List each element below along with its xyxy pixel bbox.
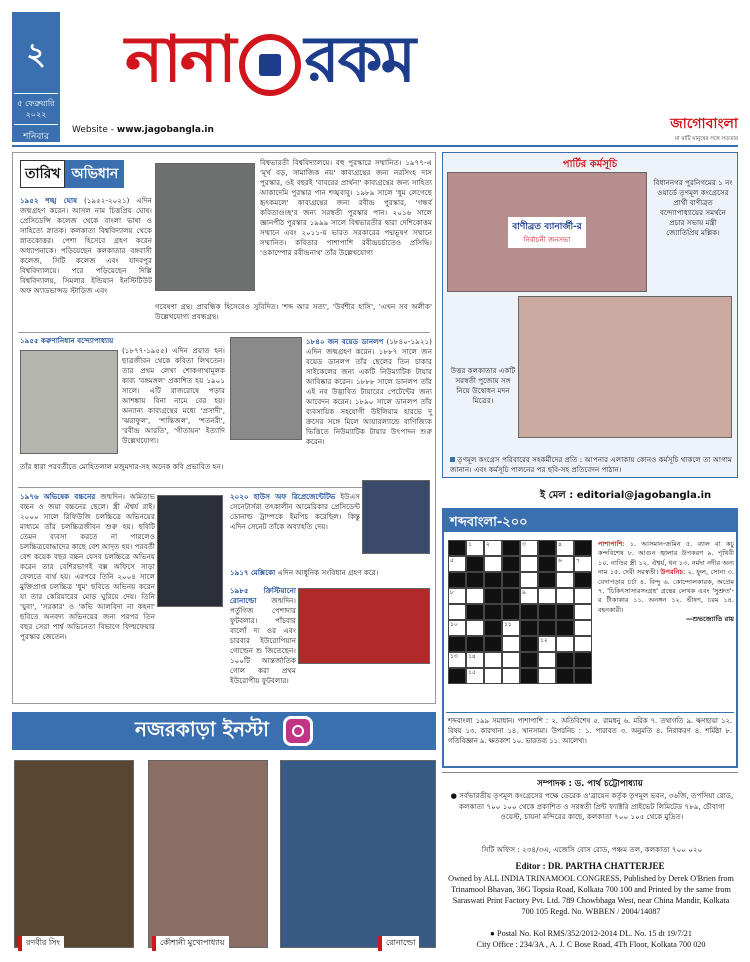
- editor-bn: সম্পাদক : ড. পার্থ চট্টোপাধ্যায়: [537, 779, 643, 789]
- photo-dunlop: [230, 337, 302, 440]
- entry-sankha-ghosh-cont: বিশ্বভারতী বিশ্ববিদ্যালয়ে। বহু পুরস্কারে সম্মানিত। ১৯৭৭-এ 'মূর্খ বড়, সামাজিক নয়' কাব্যগ্রন্থের জন্য নরসিংহ দাস পুরস্কার, ওই বছরই 'বাবরের প্রার্থনা' কাব্যগ্রন্থের জন্য সাহিত্য আকাদেমি পুরস্কার পান শঙ্খবাবু। ১৯৮৯ সালে 'ধুম লেগেছে হৃৎকমলে' কাব্যগ্রন্থের জন্য রবীন্দ্র পুরস্কার, 'গন্ধর্ব কবিতাগুচ্ছ'র জন্য সরস্বতী পুরস্কার পান। ২০১৬ সালে জ্ঞানপীঠ পুরস্কার ১৯৯৯ সালে বিশ্বভারতীর দ্বারা দেশিকোত্তম সম্মানে এবং ২০১১-য় ভারত সরকারের পদ্মভূষণ সম্মানে সম্মানিত। কবিতার পাশাপাশি রবীন্দ্রচর্চাতেও প্রসিদ্ধি। 'ওকাম্পোর রবীন্দ্রনাথ' তাঁর উল্লেখযোগ্য: [260, 158, 432, 257]
- crossword-cell[interactable]: [574, 636, 592, 652]
- crossword-block: [520, 620, 538, 636]
- crossword-cell[interactable]: ৪: [556, 540, 574, 556]
- masthead-title: [125, 22, 605, 107]
- crossword-clues: পাশাপাশি: ১. আসমান-জমিন ৫. ব্যাল বা কচু কন্দবিশেষ ৮. আগুন জ্বালার উপকরণ ৯. পৃথিবী ১০. নাতির স্ত্রী ১২. ঐশ্বর্য, ধন ১৩. নর্মদা নদীর অন্য নাম ১৫. দেবী সরস্বতী। উপরনিচ: ২. ফুল, সোনা ৩. বেদাপড়ার চর্চা ৪. বিন্দু ৬. কোন্দোলকারক, অপ্রেম ৭. 'চিকিৎসাসারসংগ্রহ' গ্রন্থের লেখক এবং 'সুশ্রুত'-র টীকাকার ১১. অনঙ্গন ১২. ভীষণ, চরম ১৪. বহনকারী। —শুভজ্যোতি রায়: [598, 540, 734, 624]
- crossword-title: শব্দবাংলা-২০০: [444, 510, 736, 532]
- divider: [18, 332, 430, 333]
- photo-trump: [362, 480, 430, 554]
- website-line: Website - www.jagobangla.in: [72, 125, 214, 135]
- crossword-block: [538, 604, 556, 620]
- crossword-cell[interactable]: [556, 572, 574, 588]
- crossword-block: [538, 572, 556, 588]
- crossword-block: [556, 604, 574, 620]
- crossword-cell[interactable]: [502, 668, 520, 684]
- crossword-cell[interactable]: [520, 572, 538, 588]
- entry-dunlop: ১৮৪০ জন বয়েড ডানলপ (১৮৪০-১৯২১) এদিন জন্মগ্রহণ করেন। ১৮৮৭ সালে জন বয়েড ডানলপ তাঁর ছেলের তিন চাকার সাইকেলের জন্য একটি নিউম্যাটিক টায়ার আবিষ্কার করেন। ১৮৮৮ সালে ডানলপ তাঁর এই নব উদ্ভাবিত টায়ারের পেটেন্টের জন্য আবেদন করেন। ১৮৯০ সালে ডানলপ তাঁর ব্যবসায়িক সহযোগী উইলিয়াম হারভে দু ক্রসের সঙ্গে মিলে আয়ারল্যান্ডে বাণিজ্যিক ভিত্তিতে নিউম্যাটিক টায়ার উৎপাদন শুরু করেন।: [306, 337, 432, 446]
- entry-karunanidhan-head: ১৯৫৫ করুণানিধান বন্দ্যোপাধ্যায়: [20, 336, 114, 345]
- crossword-block: [448, 668, 466, 684]
- crossword-cell[interactable]: [574, 588, 592, 604]
- entry-sankha-ghosh-tail: গবেষণা গ্রন্থ। প্রাবন্ধিক হিসেবেও সুবিদিত। 'শব্দ আর সত্য', 'উর্বশীর হাসি', 'এখন সব অলীক' উল্লেখযোগ্য প্রবন্ধগ্রন্থ।: [155, 302, 432, 321]
- date-box: [12, 12, 60, 142]
- crossword-block: [574, 652, 592, 668]
- crossword-block: [484, 604, 502, 620]
- party-caption-2: উত্তর কলকাতার একটি সরস্বতী পুজোয় সঙ্গ নিয়ে উদ্বোধন মদন মিত্রের।: [450, 366, 516, 405]
- photo-abhishek: [157, 495, 223, 607]
- crossword-block: [538, 556, 556, 572]
- crossword-block: [502, 572, 520, 588]
- crossword-cell[interactable]: [538, 588, 556, 604]
- crossword-cell[interactable]: [466, 620, 484, 636]
- calendar-eye-icon: [239, 34, 301, 96]
- crossword-cell[interactable]: [484, 652, 502, 668]
- crossword-cell[interactable]: [538, 668, 556, 684]
- crossword-cell[interactable]: [466, 588, 484, 604]
- crossword-cell[interactable]: [556, 588, 574, 604]
- entry-abhishek: ১৯৭৬ অভিষেক বচ্চনের জন্মদিন। অমিতাভ বচ্চন ও জয়া বচ্চনের ছেলে। স্ত্রী ঐশ্বর্য রাই। ২০০০ সালে রিফিউজি চলচ্চিত্রে অভিনয়ের মাধ্যমে তাঁর চলচ্চিত্রজীবন শুরু হয়। ছবিটি তেমন ব্যবসা করতে না পারলেও চলচ্চিত্রবোদ্ধাদের কাছে বেশ আদৃত হয়। পরবর্তী বেশ কয়েক বছর বচ্চন যেসব চলচ্চিত্রে অভিনয় করেন তার বেশিরভাগই বক্স অফিসে সাড়া ফেলতে ব্যর্থ হয়। এরপরে তিনি ২০০৪ সালে মুক্তিপ্রাপ্ত চলচ্চিত্র 'ধুম' ছবিতে অভিনয় করেন যা তার কেরিয়ারের মোড় ঘুরিয়ে দেয়। তিনি 'যুবা', 'সরকার' ও 'কভি আলবিদা না কহনা' ছবিতে অনবদ্য অভিনয়ের জন্য পরপর তিন বছর সেরা পার্শ্ব অভিনেতা বিভাগে ফিল্মফেয়ার পুরস্কার জেতেন।: [20, 492, 155, 641]
- issue-date: ৫ ফেব্রুয়ারি ২০২২: [17, 99, 55, 119]
- crossword-cell[interactable]: [574, 604, 592, 620]
- crossword-block: [520, 668, 538, 684]
- crossword-block: [448, 572, 466, 588]
- crossword-block: [466, 556, 484, 572]
- entry-sankha-ghosh: ১৯৫২ শঙ্খ ঘোষ (১৯৫২-২০২১) এদিন জন্মগ্রহণ করেন। আসল নাম চিত্তপ্রিয় ঘোষ। প্রেসিডেন্সি কলেজ থেকে বাংলা ভাষা ও সাহিত্যে স্নাতক। কলকাতা বিশ্ববিদ্যালয় থেকে স্নাতকোত্তর। পেশা হিসেবে গ্রহণ করেন অধ্যাপনাকে। পড়িয়েছেন কলকাতার বঙ্গবাসী কলেজ, সিটি কলেজ এবং যাদবপুর বিশ্ববিদ্যালয়ে। পরে পড়িয়েছেন দিল্লি বিশ্ববিদ্যালয়, সিমলার ইন্ডিয়ান ইনস্টিটিউট অফ অ্যাডভান্সড স্টাডিজ এবং: [20, 196, 152, 295]
- party-title: পার্টির কর্মসূচি: [562, 159, 618, 170]
- crossword-cell[interactable]: ১৫: [466, 668, 484, 684]
- insta-banner: নজরকাড়া ইনস্টা: [12, 712, 436, 750]
- crossword-cell[interactable]: ১২: [538, 636, 556, 652]
- crossword-cell[interactable]: ৫: [448, 556, 466, 572]
- party-notice: তৃণমূল কংগ্রেস পরিবারের সহকর্মীদের প্রতি : আপনার এলাকায় কোনও কর্মসূচি থাকলে তা আগাম জানান। এবং কর্মসূচি পালনের পর ছবি-সহ প্রতিবেদন পাঠান।: [450, 455, 732, 474]
- bullet-icon: ●: [490, 929, 495, 938]
- crossword-cell[interactable]: ৬: [556, 556, 574, 572]
- header-rule: [12, 145, 738, 147]
- imprint-en-1: Owned by ALL INDIA TRINAMOOL CONGRESS, Published by Derek O'Brien from Trinamool Bhavan, 36G Topsia Road, Kolkata 700 100 and Printed by the same from Saraswati Print Factory Pvt. Ltd. 789 Chowbhaga West, near China Mandir, Kolkata 700 105 Regd. No. WBBEN / 2004/14087: [448, 874, 734, 916]
- crossword-cell[interactable]: ১০: [448, 620, 466, 636]
- crossword-block: [574, 540, 592, 556]
- insta-caption-1: রণবীর সিং: [18, 936, 64, 951]
- crossword-grid: [448, 540, 594, 686]
- crossword-block: [466, 636, 484, 652]
- crossword-block: [484, 588, 502, 604]
- crossword-block: [520, 636, 538, 652]
- crossword-cell[interactable]: ১১: [502, 620, 520, 636]
- crossword-block: [502, 604, 520, 620]
- photo-sankha-ghosh: [155, 163, 255, 291]
- crossword-cell[interactable]: [574, 620, 592, 636]
- crossword-cell[interactable]: ৮: [448, 588, 466, 604]
- crossword-cell[interactable]: [538, 652, 556, 668]
- crossword-block: [574, 572, 592, 588]
- brand-logo: জাগোবাংলা মা মাটি মানুষের সঙ্গে সততার: [670, 116, 738, 142]
- crossword-cell[interactable]: [484, 668, 502, 684]
- masthead-word-1: নানা: [125, 23, 235, 97]
- crossword-block: [502, 556, 520, 572]
- photo-karunanidhan: [20, 350, 118, 454]
- tarikh-heading: তারিখ অভিধান: [20, 160, 124, 188]
- editor-en: Editor : DR. PARTHA CHATTERJEE: [515, 861, 665, 871]
- crossword-cell[interactable]: ১৪: [466, 652, 484, 668]
- crossword-block: [448, 540, 466, 556]
- entry-karunanidhan-tail: তাঁর ধারা পরবর্তীতে মোহিতলাল মজুমদার-সহ অনেক কবি প্রভাবিত হন।: [20, 462, 224, 471]
- crossword-block: [484, 620, 502, 636]
- website-link[interactable]: www.jagobangla.in: [116, 125, 214, 135]
- entry-ronaldo: ১৯৮৫ ক্রিস্টিয়ানো রোনাল্ডো জন্মদিন। পর্তুগিজ পেশাদার ফুটবলার। পাঁচবার বালোঁ দ্য ওর এবং চারবার ইউরোপিয়ান গোল্ডেন শু জিতেছেন। ১০০টি আন্তর্জাতিক গোল করা প্রথম ইউরোপীয় ফুটবলার।: [230, 586, 296, 685]
- photo-rally: বাণীব্রত ব্যানার্জী-র নির্বাচনী জনসভা: [447, 172, 647, 292]
- insta-photo-koushani: [148, 760, 268, 948]
- crossword-block: [502, 588, 520, 604]
- crossword-cell[interactable]: ৭: [574, 556, 592, 572]
- crossword-block: [520, 652, 538, 668]
- crossword-cell[interactable]: ২: [484, 540, 502, 556]
- crossword-block: [556, 620, 574, 636]
- crossword-solution: শব্দবাংলা ১৯৯ সমাধান। পাশাপাশি : ২. অতিবিশেষ ৫. রামধনু ৬. মরিক ৭. তথাগতি ৯. ক্ষণছায়া ১২. বিষয় ১৩. কারখানা ১৪. খানসামা। উপরনিচ : ১. পারাবত ৩. অনুমতি ৪. নিরাকরণ ৪. শর্মিষ্ঠা ৮. গতিবিজ্ঞান ৯. ক্ষতকাশ ১০. ভারতব্য ১১. আলেখ্য।: [448, 717, 732, 745]
- insta-photo-ranveer: [14, 760, 134, 948]
- crossword-block: [556, 652, 574, 668]
- bullet-icon: ●: [450, 791, 457, 800]
- crossword-cell[interactable]: [520, 556, 538, 572]
- entry-karunanidhan: (১৮৭৭-১৯৫৫) এদিন প্রয়াত হন। ছাত্রজীবন থেকে কবিতা লিখতেন। তার প্রথম লেখা শোকগাথামূলক কাব্য 'বঙ্গমঙ্গল' প্রকাশিত হয় ১৯০১ সালে। এটি রাজরোষে পড়ার আশঙ্কায় বিনা নামে বের হয়। অন্যান্য কাব্যগ্রন্থের মধ্যে 'প্রসাদী', 'ঝরাফুল', 'শান্তিজল', 'শতনরী', 'রবীন্দ্র আরতি', 'গীতায়ন' ইত্যাদি উল্লেখযোগ্য।: [122, 346, 225, 445]
- crossword-block: [484, 572, 502, 588]
- photo-saraswati-puja: [518, 296, 732, 438]
- crossword-block: [466, 572, 484, 588]
- crossword-block: [466, 604, 484, 620]
- crossword-block: [502, 540, 520, 556]
- crossword-cell[interactable]: ৩: [520, 540, 538, 556]
- crossword-cell[interactable]: ৯: [520, 588, 538, 604]
- photo-ronaldo: [298, 588, 430, 664]
- crossword-block: [574, 668, 592, 684]
- imprint-bn-2: সিটি অফিস : ২৩৪/৩এ, এজেসি বোস রোড, পঞ্চম তল, কলকাতা ৭০০ ০২০: [481, 845, 703, 854]
- imprint-en-3: City Office : 234/3A , A. J. C Bose Road, 4Th Floor, Kolkata 700 020: [476, 940, 706, 949]
- crossword-block: [538, 620, 556, 636]
- crossword-cell[interactable]: [502, 636, 520, 652]
- crossword-block: [538, 540, 556, 556]
- entry-house: ২০২০ হাউস অফ রিপ্রেজেন্টেটিভ ইউএস সেনেটার্সরা তৎকালীন আমেরিকার প্রেসিডেন্ট ডোনাল্ড ট্রাম্পকে ইমপিচ করেছিল। কিন্তু এদিন সেনেট তাঁকে অব্যাহতি দেয়।: [230, 492, 360, 531]
- issue-day: শনিবার: [23, 132, 49, 142]
- crossword-block: [556, 668, 574, 684]
- crossword-block: [484, 636, 502, 652]
- instagram-icon: [283, 716, 313, 746]
- insta-photo-ronaldo: [280, 760, 436, 948]
- square-bullet-icon: [450, 457, 455, 462]
- masthead-word-2: রকম: [304, 23, 415, 97]
- crossword-block: [520, 604, 538, 620]
- crossword-block: [448, 636, 466, 652]
- crossword-cell[interactable]: [448, 604, 466, 620]
- party-caption-1: বিধাননগর পুরনিগমের ১ নং ওয়ার্ডে তৃণমূল কংগ্রেসের প্রার্থী বাণীব্রত বন্দ্যোপাধ্যায়ের সমর্থনে প্রচার সভায় মন্ত্রী জ্যোতিপ্রিয় মল্লিক।: [653, 178, 733, 237]
- imprint-en-2: ● Postal No. Kol RMS/352/2012-2014 DL. No. 15 dt 19/7/21: [490, 929, 692, 938]
- party-email[interactable]: ই মেল : editorial@jagobangla.in: [540, 490, 712, 501]
- imprint-bn-1: ● সর্বভারতীয় তৃণমূল কংগ্রেসের পক্ষে ডেরেক ও'ব্রায়েন কর্তৃক তৃণমূল ভবন, ৩৬জি, তপসিয়া রোড, কলকাতা ৭০০ ১০০ থেকে প্রকাশিত ও সরস্বতী প্রিন্ট ফ্যাক্টরি প্রাইভেট লিমিটেড ৭৮৯, চৌবাগা ওয়েস্ট, চায়না মন্দিরের কাছে, কলকাতা ৭০০ ১০৫ থেকে মুদ্রিত।: [450, 791, 734, 821]
- crossword-cell[interactable]: ১: [466, 540, 484, 556]
- crossword-cell[interactable]: ১৩: [448, 652, 466, 668]
- page-number: ২: [26, 37, 46, 72]
- insta-caption-3: রোনাল্ডো: [378, 936, 419, 951]
- entry-mexico: ১৯১৭ মেক্সিকো এদিন আধুনিক সংবিধান গ্রহণ করে।: [230, 568, 379, 577]
- insta-caption-2: কৌশানী মুখোপাধ্যায়: [152, 936, 229, 951]
- crossword-cell[interactable]: [502, 652, 520, 668]
- divider: [446, 712, 734, 713]
- crossword-cell[interactable]: [556, 636, 574, 652]
- crossword-cell[interactable]: [484, 556, 502, 572]
